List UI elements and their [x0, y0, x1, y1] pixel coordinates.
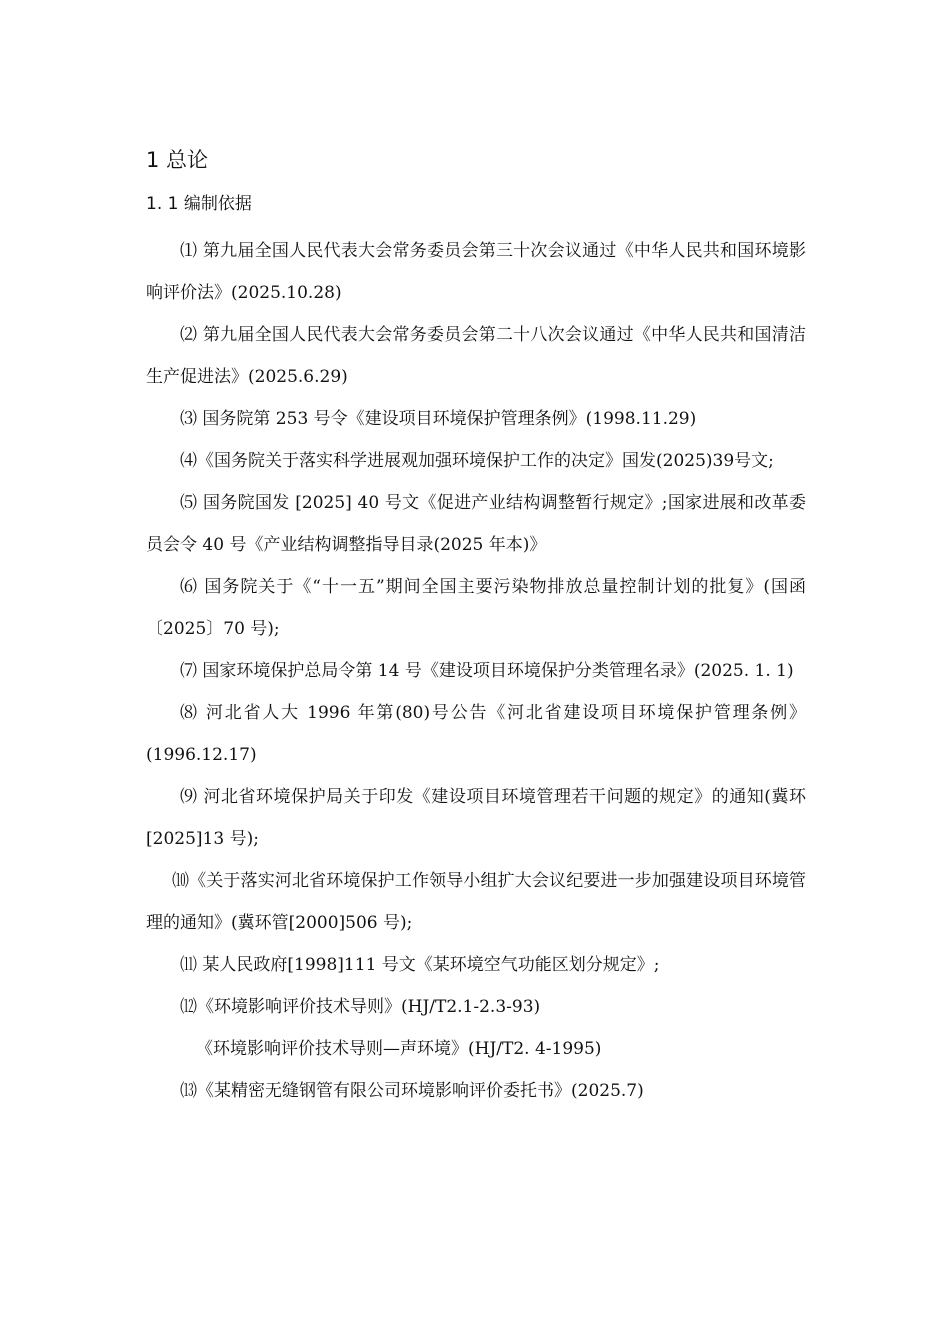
list-item: ⑶ 国务院第 253 号令《建设项目环境保护管理条例》(1998.11.29) — [180, 409, 697, 429]
list-item: ⑿《环境影响评价技术导则》(HJ/T2.1-2.3-93) — [180, 997, 541, 1017]
list-item: 《环境影响评价技术导则—声环境》(HJ/T2. 4-1995) — [196, 1039, 602, 1059]
list-item: ⑷《国务院关于落实科学进展观加强环境保护工作的决定》国发(2025)39号文; — [180, 451, 774, 471]
list-item: ⒀《某精密无缝钢管有限公司环境影响评价委托书》(2025.7) — [180, 1081, 644, 1101]
list-item: ⑴ 第九届全国人民代表大会常务委员会第三十次会议通过《中华人民共和国环境影响评价法》(2025.10.28) — [146, 241, 806, 303]
list-item: ⑸ 国务院国发 [2025] 40 号文《促进产业结构调整暂行规定》;国家进展和改革委员会令 40 号《产业结构调整指导目录(2025 年本)》 — [146, 493, 806, 555]
list-item: ⑻ 河北省人大 1996 年第(80)号公告《河北省建设项目环境保护管理条例》(1996.12.17) — [146, 703, 806, 765]
list-item: ⑹ 国务院关于《“十一五”期间全国主要污染物排放总量控制计划的批复》(国函〔2025〕70 号); — [146, 577, 806, 639]
list-item: ⑽《关于落实河北省环境保护工作领导小组扩大会议纪要进一步加强建设项目环境管理的通知》(冀环管[2000]506 号); — [146, 871, 806, 933]
section-title: 1. 1 编制依据 — [146, 194, 252, 214]
list-item: ⑺ 国家环境保护总局令第 14 号《建设项目环境保护分类管理名录》(2025. 1. 1) — [180, 661, 794, 681]
list-item: ⑼ 河北省环境保护局关于印发《建设项目环境管理若干问题的规定》的通知(冀环 [2025]13 号); — [146, 787, 806, 849]
list-item: ⑵ 第九届全国人民代表大会常务委员会第二十八次会议通过《中华人民共和国清洁生产促进法》(2025.6.29) — [146, 325, 806, 387]
list-item: ⑾ 某人民政府[1998]111 号文《某环境空气功能区划分规定》; — [180, 955, 660, 975]
chapter-title: 1 总论 — [146, 148, 209, 172]
basis-list — [146, 230, 806, 1112]
